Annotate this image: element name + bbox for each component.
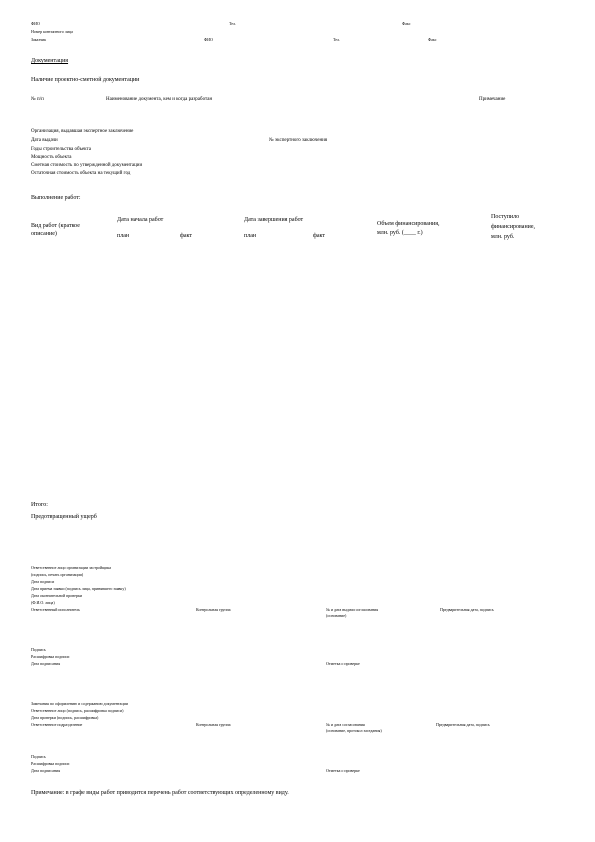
docs-col-number: № п/п <box>31 97 44 102</box>
works-col-end: Дата завершения работ <box>244 217 304 223</box>
sig1-executor: Ответственный исполнитель <box>31 607 80 612</box>
sig1-prelim-date: Предварительная дата, подпись <box>440 607 494 612</box>
sig1-line5: Дата окончательной проверки <box>31 593 83 598</box>
sig2-check-mark: Отметка о проверке <box>326 661 360 666</box>
sig1-line3: Дата подписи <box>31 579 55 584</box>
header-customer-phone-label: Тел. <box>333 37 341 42</box>
works-col-volume-line1: Объем финансирования, <box>377 221 440 227</box>
works-start-fact: факт <box>180 233 193 239</box>
docs-col-name: Наименование документа, кем и когда разработан <box>106 97 213 102</box>
total-label: Итого: <box>31 502 48 508</box>
sig3-prelim-date: Предварительная дата, подпись <box>436 722 490 727</box>
capacity-label: Мощность объекта <box>31 155 72 160</box>
sig2-decoding: Расшифровка подписи <box>31 654 70 659</box>
works-col-received-line3: млн. руб. <box>491 234 515 240</box>
works-col-received-line2: финансирование, <box>491 224 536 230</box>
expertise-org-label: Организация, выдавшая экспертное заключение <box>31 129 134 134</box>
sig2-date: Дата подписания <box>31 661 61 666</box>
works-heading: Выполнение работ: <box>31 195 81 201</box>
works-col-type-line2: описание) <box>31 231 57 237</box>
header-fio-label: ФИО <box>31 21 40 26</box>
sig3-department: Ответственное подразделение <box>31 722 83 727</box>
sig2-signature: Подпись <box>31 647 46 652</box>
design-docs-heading: Наличие проектно-сметной документации <box>31 77 140 83</box>
sig1-control-group: Контрольная группа <box>196 607 231 612</box>
sig4-signature: Подпись <box>31 754 46 759</box>
sig3-check-date: Дата проверки (подпись, расшифровка) <box>31 715 99 720</box>
expertise-number-label: № экспертного заключения <box>269 138 328 143</box>
remaining-cost-label: Остаточная стоимость объекта на текущий год <box>31 171 131 176</box>
sig1-approval-number: № и дата выдачи согласования <box>326 607 379 612</box>
works-col-volume-line2: млн. руб. (____ г.) <box>377 230 423 236</box>
sig4-date: Дата подписания <box>31 768 61 773</box>
works-col-type-line1: Вид работ (краткое <box>31 223 80 229</box>
works-end-plan: план <box>244 233 257 239</box>
construction-years-label: Годы строительства объекта <box>31 147 92 152</box>
sig3-responsible: Ответственное лицо (подпись, расшифровка подписи) <box>31 708 124 713</box>
sig1-line2: (подпись, печать организации) <box>31 572 84 577</box>
sig1-line4: Дата приема заявки (подпись лица, принявшего заявку) <box>31 586 126 591</box>
header-contact-label: Номер контактного лица <box>31 29 73 34</box>
sig1-line1: Ответственное лицо организации застройщика <box>31 565 112 570</box>
header-fax-label: Факс <box>402 21 411 26</box>
sig3-remarks: Замечания по оформлению и содержанию документации <box>31 701 128 706</box>
docs-col-note: Примечание <box>479 97 506 102</box>
header-customer-fio-label: ФИО <box>204 37 213 42</box>
footnote: Примечание: в графе виды работ приводится перечень работ соответствующих определенному виду. <box>31 790 289 796</box>
works-col-start: Дата начала работ <box>117 217 164 223</box>
sig1-approval-basis: (основание) <box>326 613 347 618</box>
documentation-heading: Документация <box>31 58 69 64</box>
sig3-approval-number: № и дата согласования <box>326 722 365 727</box>
works-col-received-line1: Поступило <box>491 214 520 220</box>
header-phone-label: Тел. <box>229 21 237 26</box>
works-start-plan: план <box>117 233 130 239</box>
header-customer-fax-label: Факс <box>428 37 437 42</box>
sig3-control-group: Контрольная группа <box>196 722 231 727</box>
sig4-check-mark: Отметка о проверке <box>326 768 360 773</box>
prevented-damage-label: Предотвращенный ущерб <box>31 514 97 520</box>
estimate-cost-label: Сметная стоимость по утвержденной документации <box>31 163 143 168</box>
header-customer-label: Заказчик <box>31 37 47 42</box>
works-end-fact: факт <box>313 233 326 239</box>
sig4-decoding: Расшифровка подписи <box>31 761 70 766</box>
expertise-date-label: Дата выдачи <box>31 138 58 143</box>
sig3-approval-basis: (основание, протокол заседания) <box>326 728 382 733</box>
sig1-line6: (Ф.И.О. лица) <box>31 600 55 605</box>
